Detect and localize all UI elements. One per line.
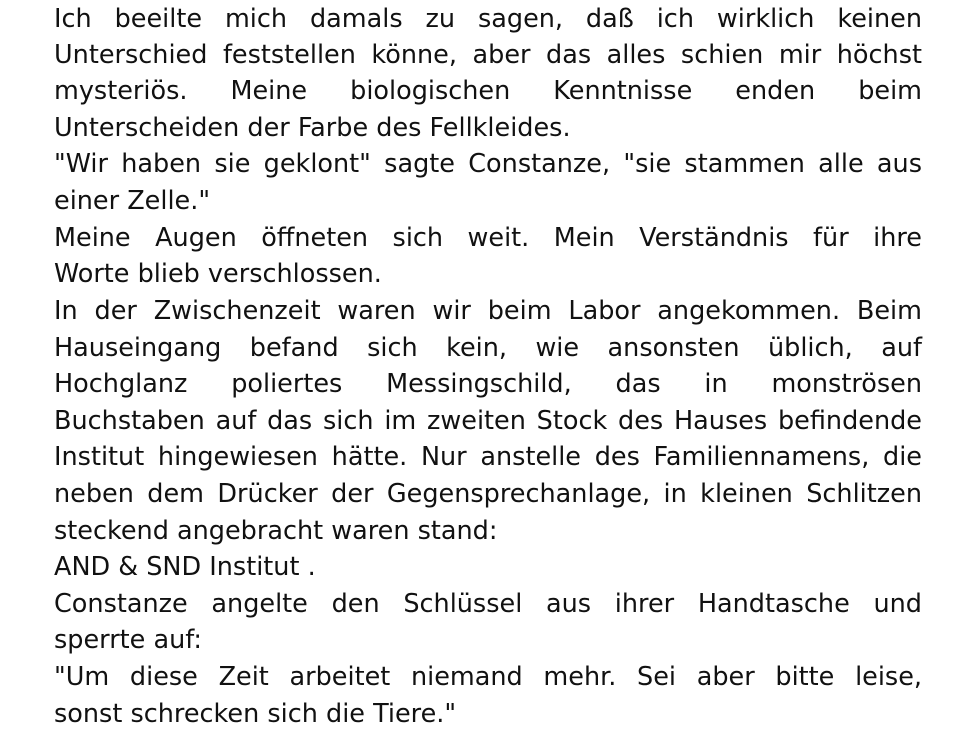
text-line: Hauseingang befand sich kein, wie ansonsten üblich, auf (54, 333, 922, 363)
text-line: neben dem Drücker der Gegensprechanlage, in kleinen Schlitzen (54, 479, 922, 509)
text-line: steckend angebracht waren stand: (54, 516, 498, 546)
text-line: sperrte auf: (54, 625, 202, 655)
document-page (54, 0, 922, 747)
text-line: sonst schrecken sich die Tiere." (54, 699, 457, 729)
text-line: Unterschied feststellen könne, aber das alles schien mir höchst (54, 40, 922, 70)
text-line: Institut hingewiesen hätte. Nur anstelle des Familiennamens, die (54, 442, 922, 472)
text-line: AND & SND Institut . (54, 552, 316, 582)
text-line: einer Zelle." (54, 186, 211, 216)
text-line: "Wir haben sie geklont" sagte Constanze, "sie stammen alle aus (54, 149, 922, 179)
text-line: mysteriös. Meine biologischen Kenntnisse enden beim (54, 76, 922, 106)
text-line: Ich beeilte mich damals zu sagen, daß ich wirklich keinen (54, 4, 922, 34)
text-line: Buchstaben auf das sich im zweiten Stock des Hauses befindende (54, 406, 922, 436)
text-line: In der Zwischenzeit waren wir beim Labor angekommen. Beim (54, 296, 922, 326)
text-line: "Um diese Zeit arbeitet niemand mehr. Sei aber bitte leise, (54, 662, 922, 692)
text-line: Unterscheiden der Farbe des Fellkleides. (54, 113, 571, 143)
text-line: Constanze angelte den Schlüssel aus ihrer Handtasche und (54, 589, 922, 619)
text-line: Hochglanz poliertes Messingschild, das in monströsen (54, 369, 922, 399)
text-line: Meine Augen öffneten sich weit. Mein Verständnis für ihre (54, 223, 922, 253)
text-line: Worte blieb verschlossen. (54, 259, 382, 289)
